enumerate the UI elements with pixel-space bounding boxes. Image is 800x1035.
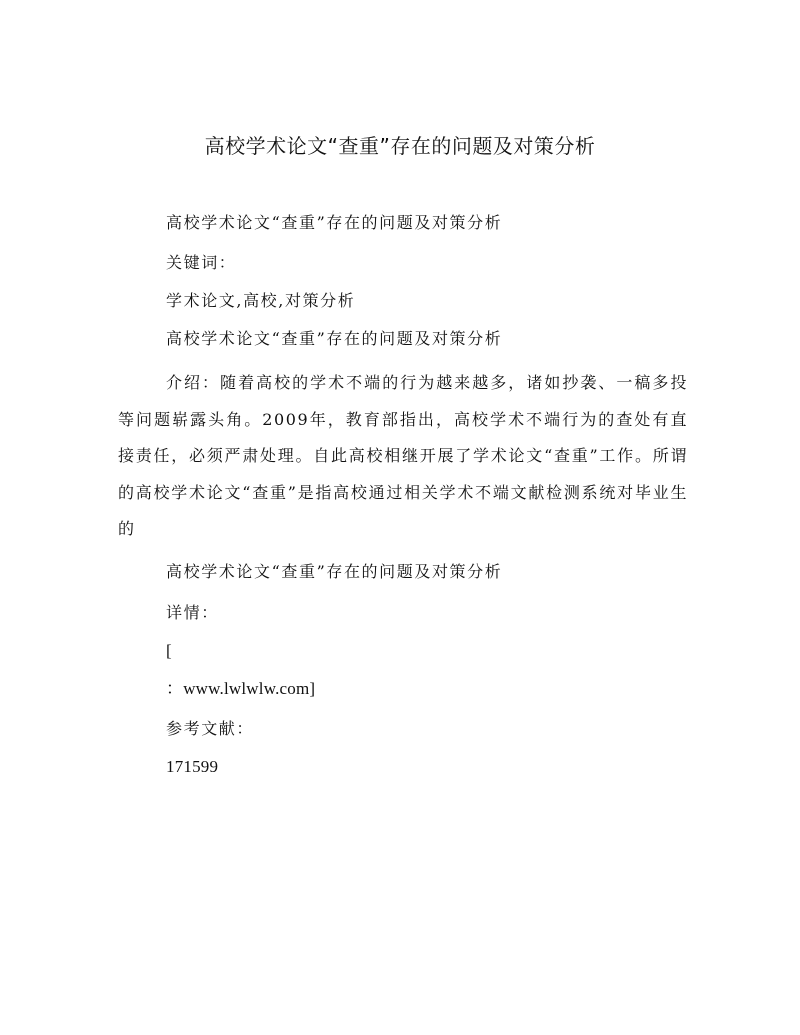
- subtitle-line: 高校学术论文“查重”存在的问题及对策分析: [166, 562, 503, 581]
- source-link[interactable]: ：www.lwlwlw.com]: [166, 679, 316, 698]
- bracket-open: [: [166, 641, 172, 660]
- keywords-label: 关键词：: [166, 253, 237, 272]
- keywords-list: 学术论文,高校,对策分析: [166, 291, 356, 310]
- subtitle-line: 高校学术论文“查重”存在的问题及对策分析: [166, 213, 503, 232]
- intro-paragraph: 介绍：随着高校的学术不端的行为越来越多，诸如抄袭、一稿多投等问题崭露头角。2009年，教育部指出，高校学术不端行为的查处有直接责任，必须严肃处理。自此高校相继开展了学术论文“查重”工作。所谓的高校学术论文“查重”是指高校通过相关学术不端文献检测系统对毕业生的: [118, 373, 688, 538]
- reference-number: 171599: [166, 757, 219, 776]
- details-label: 详情：: [166, 603, 219, 622]
- subtitle-line: 高校学术论文“查重”存在的问题及对策分析: [166, 329, 503, 348]
- document-title: 高校学术论文“查重”存在的问题及对策分析: [204, 134, 596, 158]
- references-label: 参考文献：: [166, 719, 255, 738]
